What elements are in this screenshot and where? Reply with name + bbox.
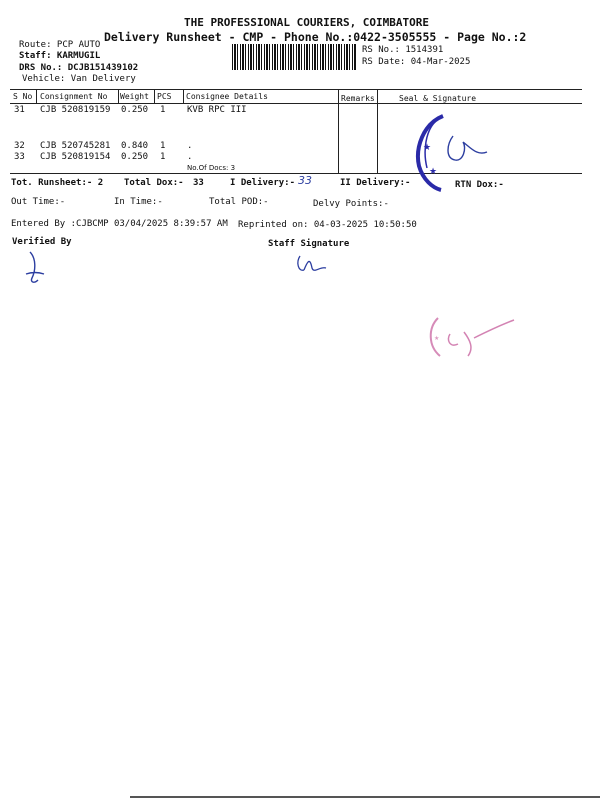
faint-stamp <box>424 310 524 370</box>
row-31-details: KVB RPC III <box>187 105 247 115</box>
staff-signature <box>294 250 330 276</box>
route-label: Route: PCP AUTO <box>19 40 101 50</box>
row-33-consignment: CJB 520819154 <box>40 152 111 162</box>
total-dox-label: Total Dox:- <box>124 178 184 188</box>
company-title: THE PROFESSIONAL COURIERS, COIMBATORE <box>184 16 430 29</box>
verified-signature <box>22 248 52 288</box>
rtn-dox-label: RTN Dox:- <box>455 180 504 190</box>
no-of-docs: No.Of Docs: 3 <box>187 164 236 172</box>
in-time: In Time:- <box>114 197 163 207</box>
col-divider <box>154 89 155 103</box>
row-32-weight: 0.840 <box>121 141 149 151</box>
row-32-sno: 32 <box>14 141 25 151</box>
staff-signature-label: Staff Signature <box>268 239 350 249</box>
col-divider <box>36 89 37 103</box>
col-divider <box>183 89 184 103</box>
rs-date: RS Date: 04-Mar-2025 <box>362 57 471 67</box>
col-header-seal: Seal & Signature <box>399 94 477 103</box>
row-31-pcs: 1 <box>160 105 166 115</box>
row-31-weight: 0.250 <box>121 105 149 115</box>
vehicle-label: Vehicle: Van Delivery <box>22 74 136 84</box>
delvy-points: Delvy Points:- <box>313 199 389 209</box>
verified-by-label: Verified By <box>12 237 72 247</box>
entered-by: Entered By :CJBCMP 03/04/2025 8:39:57 AM <box>11 219 228 229</box>
col-divider <box>118 89 119 103</box>
page-bottom-rule <box>130 796 600 798</box>
row-33-weight: 0.250 <box>121 152 149 162</box>
row-31-sno: 31 <box>14 105 25 115</box>
col-header-remarks: Remarks <box>341 94 375 103</box>
table-header-border <box>10 103 582 104</box>
table-top-border <box>10 89 582 90</box>
rs-number: RS No.: 1514391 <box>362 45 444 55</box>
row-33-pcs: 1 <box>160 152 166 162</box>
staff-label: Staff: KARMUGIL <box>19 51 101 61</box>
row-31-consignment: CJB 520819159 <box>40 105 111 115</box>
col-header-consignment: Consignment No <box>40 92 108 101</box>
runsheet-subtitle: Delivery Runsheet - CMP - Phone No.:0422-3505555 - Page No.:2 <box>104 30 527 44</box>
i-delivery-handwritten: 33 <box>298 174 312 187</box>
ii-delivery-label: II Delivery:- <box>340 178 411 188</box>
out-time: Out Time:- <box>11 197 66 207</box>
col-header-sno: S No <box>13 92 33 101</box>
total-dox-value: 33 <box>193 178 204 188</box>
col-divider <box>338 89 339 173</box>
svg-text:★: ★ <box>429 167 438 177</box>
i-delivery-label: I Delivery:- <box>230 178 296 188</box>
svg-text:★: ★ <box>423 143 432 153</box>
col-divider <box>377 89 378 173</box>
total-pod: Total POD:- <box>209 197 269 207</box>
row-33-details: . <box>187 152 193 162</box>
row-32-details: . <box>187 141 193 151</box>
tot-runsheet: Tot. Runsheet:- 2 <box>11 178 104 188</box>
barcode <box>232 44 356 70</box>
col-header-consignee: Consignee Details <box>186 92 268 101</box>
row-33-sno: 33 <box>14 152 25 162</box>
drs-number: DRS No.: DCJB151439102 <box>19 63 139 73</box>
row-32-consignment: CJB 520745281 <box>40 141 111 151</box>
row-32-pcs: 1 <box>160 141 166 151</box>
col-header-pcs: PCS <box>157 92 172 101</box>
svg-text:★: ★ <box>434 335 440 342</box>
col-header-weight: Weight <box>120 92 149 101</box>
reprinted-on: Reprinted on: 04-03-2025 10:50:50 <box>238 220 417 230</box>
